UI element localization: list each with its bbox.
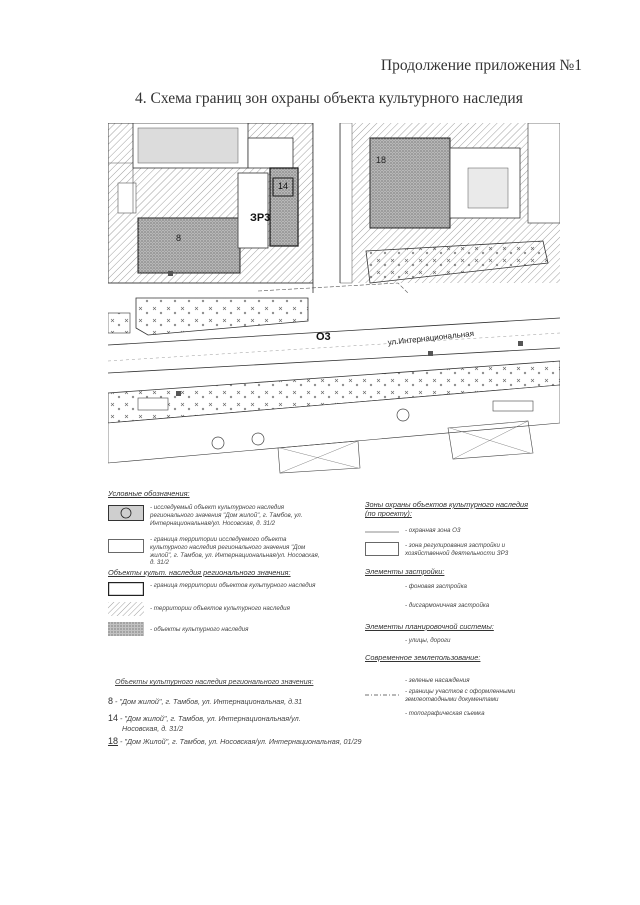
object-boundary-symbol [108,539,144,553]
legend-zone-o3: - охранная зона О3 [405,527,461,534]
studied-object-symbol [108,505,144,521]
legend-plot-boundaries: - границы участков с оформленными землеотводными документами [405,688,516,703]
heritage-territory-symbol [108,602,144,616]
object-item-14-cont [122,724,183,733]
object-18-label: 18 [376,155,387,165]
appendix-header: Продолжение приложения №1 [380,57,582,74]
building-heading: Элементы застройки: [365,567,445,576]
objects-heading: Объекты культурного наследия регионального значения: [115,677,314,686]
object-text: - "Дом жилой", г. Тамбов, ул. Интернациональная, д.31 [113,697,303,706]
object-8-label: 8 [176,233,182,243]
legend-heritage-object: - объекты культурного наследия [150,626,249,633]
object-item-14 [108,713,301,725]
legend-streets: - улицы, дороги [405,637,451,644]
zone-o3-label: О3 [316,331,331,343]
heritage-heading: Объекты культ. наследия регионального значения: [108,568,291,577]
zones-heading: Зоны охраны объектов культурного наследия (по проекту): [365,500,529,519]
zone-zr3-symbol [365,542,399,556]
object-item-18 [108,736,362,748]
object-text: - "Дом Жилой", г. Тамбов, ул. Носовская/ул. Интернациональная, 01/29 [118,737,362,746]
object-text: - "Дом жилой", г. Тамбов, ул. Интернациональная/ул. [118,714,301,723]
vertical-road [313,123,340,308]
heritage-boundary-symbol [108,582,144,596]
legend-studied-object: - исследуемый объект культурного наследия регионального значения "Дом жилой", г. Тамбов, ул. Интернациональная/ул. Носовская, д. 31/2 [150,504,303,527]
landuse-heading: Современное землепользование: [365,653,481,662]
legend-background-building: - фоновая застройка [405,583,467,590]
legend-topo-survey: - топографическая съемка [405,710,485,717]
object-number: 14 [108,713,119,723]
legend-disharmonious-building: - дисгармоничная застройка [405,602,490,609]
object-text: Носовская, д. 31/2 [122,724,184,733]
planning-heading: Элементы планировочной системы: [365,622,494,631]
zone-zr3-label: ЗР3 [250,212,271,224]
object-14-label: 14 [278,181,289,191]
legend-green: - зеленые насаждения [405,677,470,684]
legend-heritage-boundary: - граница территории объектов культурного наследия [150,582,316,589]
zone-map [108,123,560,477]
street-label: ул.Интернациональная [387,328,475,347]
page-title: 4. Схема границ зон охраны объекта культурного наследия [135,90,523,107]
lower-strip [108,361,560,473]
plot-boundary-symbol [365,688,399,702]
object-item-8 [108,696,302,708]
legend-zone-zr3: - зона регулирования застройки и хозяйственной деятельности ЗР3 [405,542,509,557]
legend-object-boundary: - граница территории исследуемого объекта культурного наследия регионального значения "Дом жилой", г. Тамбов, ул. Интернациональная/ул. Носовская, д. 31/2 [150,536,320,567]
zone-o3-symbol [365,527,399,537]
object-number: 8 [108,696,114,706]
object-number: 18 [108,736,119,746]
legend-heritage-territory: - территории объектов культурного наследия [150,605,290,612]
legend-heading: Условные обозначения: [108,489,190,498]
heritage-object-symbol [108,622,144,636]
